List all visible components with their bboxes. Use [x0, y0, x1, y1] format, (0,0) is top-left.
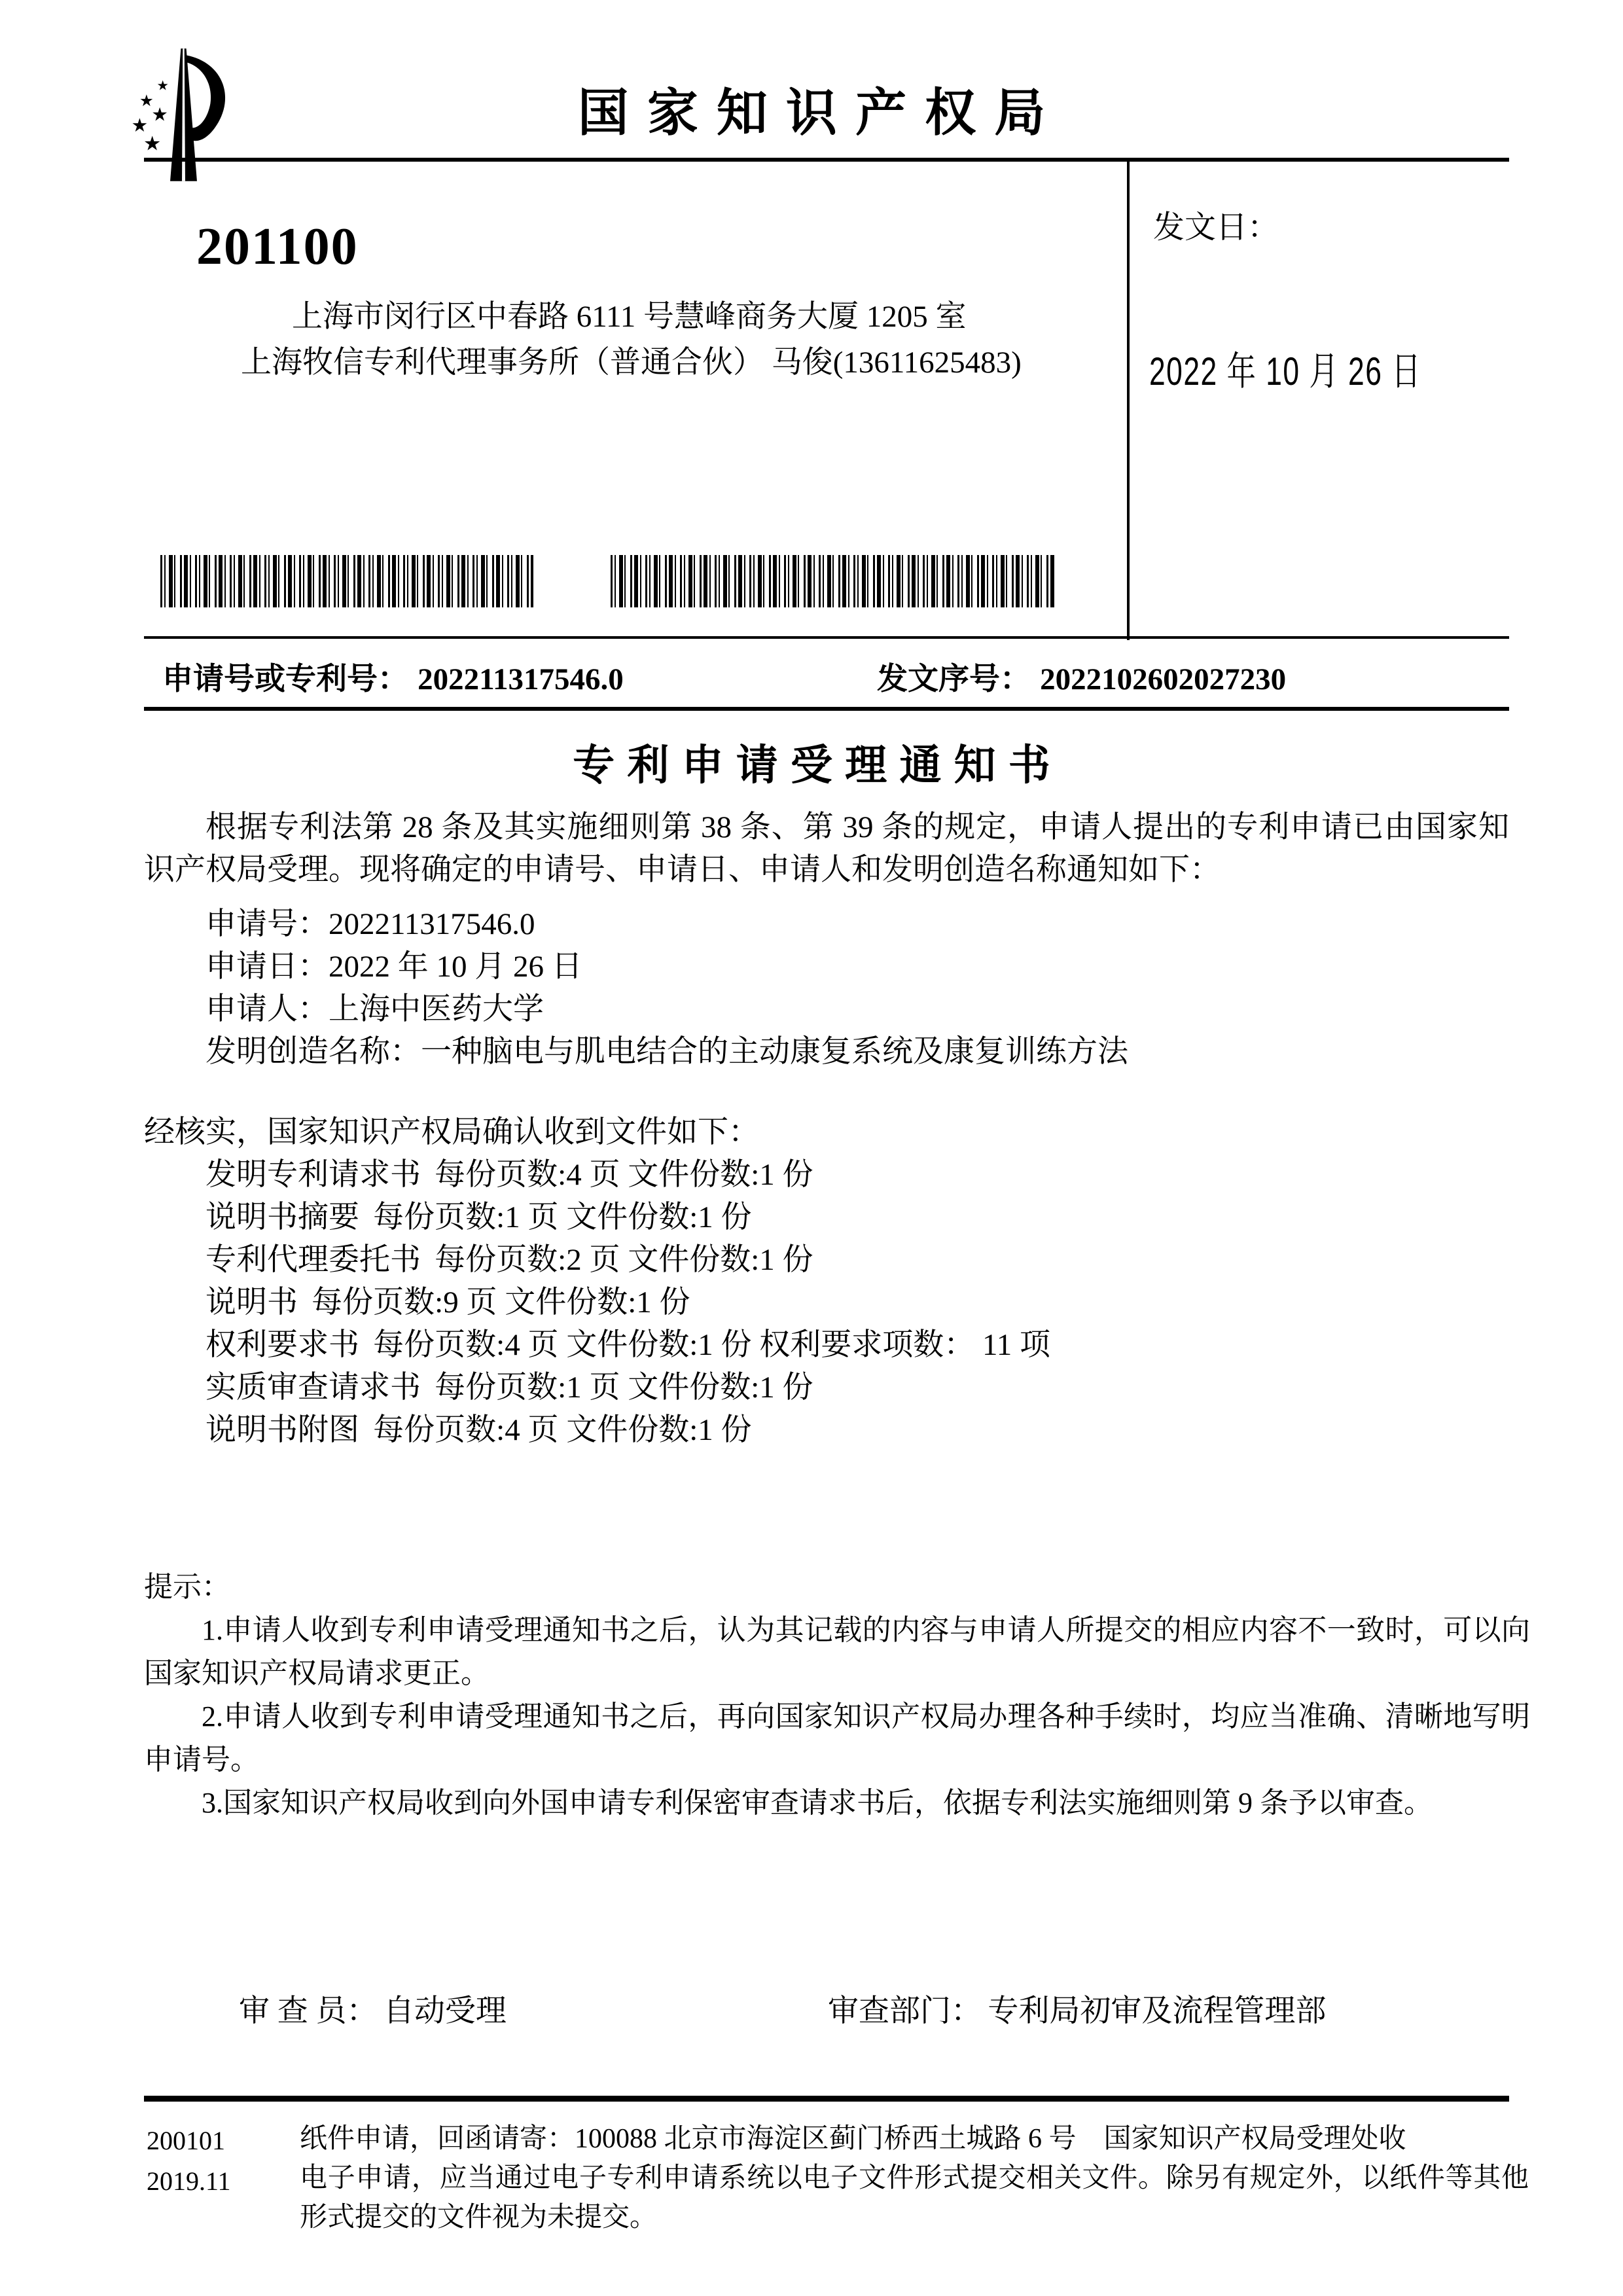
application-number-label: 申请号或专利号： [162, 662, 408, 696]
tips-section [144, 1566, 1530, 1825]
footer-paper-filing-note: 纸件申请，回函请寄：100088 北京市海淀区蓟门桥西土城路 6 号 国家知识产权局受理处收 [300, 2124, 1406, 2154]
field-value: 202211317546.0 [329, 907, 535, 941]
document-name: 权利要求书 [205, 1328, 359, 1362]
signature-row [0, 1986, 1623, 2032]
document-name: 说明书附图 [205, 1413, 359, 1447]
svg-text:★: ★ [156, 79, 169, 94]
received-documents-intro: 经核实，国家知识产权局确认收到文件如下： [144, 1115, 759, 1149]
notice-intro-paragraph: 根据专利法第 28 条及其实施细则第 38 条、第 39 条的规定，申请人提出的专利申请已由国家知识产权局受理。现将确定的申请号、申请日、申请人和发明创造名称通知如下： [144, 810, 1509, 887]
notice-title: 专利申请受理通知书 [573, 742, 1063, 789]
footer-electronic-filing-note: 电子申请，应当通过电子专利申请系统以电子文件形式提交相关文件。除另有规定外，以纸件等其他形式提交的文件视为未提交。 [300, 2163, 1529, 2233]
recipient-address: 上海市闵行区中春路 6111 号慧峰商务大厦 1205 室 [292, 300, 967, 334]
examiner-label: 审 查 员： [239, 1994, 378, 2028]
header-divider [144, 158, 1509, 162]
svg-text:★: ★ [143, 132, 162, 155]
examiner-value: 自动受理 [383, 1994, 507, 2028]
document-row [205, 1154, 1509, 1196]
dispatch-date-value: 2022 年 10 月 26 日 [1149, 350, 1422, 393]
department-label: 审查部门： [828, 1994, 982, 2028]
received-documents-section [144, 1111, 1509, 1452]
serial-number-label: 发文序号： [877, 662, 1031, 696]
document-name: 发明专利请求书 [205, 1158, 421, 1192]
document-row [205, 1409, 1509, 1452]
document-name: 专利代理委托书 [205, 1243, 421, 1277]
form-code-block [147, 2121, 231, 2202]
document-detail: 每份页数:4 页 文件份数:1 份 [435, 1158, 813, 1192]
examiner-field [239, 1986, 507, 2030]
document-detail: 每份页数:1 页 文件份数:1 份 [373, 1200, 752, 1234]
serial-number-value: 2022102602027230 [1040, 662, 1287, 696]
application-number-value: 202211317546.0 [418, 662, 624, 696]
form-date: 2019.11 [147, 2166, 231, 2196]
document-detail: 每份页数:1 页 文件份数:1 份 [435, 1371, 813, 1405]
department-field [828, 1986, 1326, 2030]
document-name: 说明书 [205, 1285, 298, 1319]
footer-instructions [300, 2119, 1529, 2237]
recipient-agency: 上海牧信专利代理事务所（普通合伙） 马俊(13611625483) [241, 346, 1022, 380]
document-row [205, 1367, 1509, 1409]
document-row [205, 1324, 1509, 1367]
document-detail: 每份页数:9 页 文件份数:1 份 [312, 1285, 690, 1319]
application-number-field [162, 655, 624, 698]
field-value: 2022 年 10 月 26 日 [329, 950, 582, 984]
barcode-application-number [160, 555, 533, 607]
dispatch-box-divider [1127, 158, 1130, 640]
field-label: 申请日： [205, 950, 329, 984]
recipient-postal-code: 201100 [196, 218, 359, 276]
document-detail: 每份页数:4 页 文件份数:1 份 [373, 1413, 752, 1447]
notice-body [144, 806, 1509, 1452]
svg-text:★: ★ [131, 115, 149, 137]
field-invention-title [205, 1031, 1509, 1073]
tips-heading: 提示： [144, 1571, 230, 1603]
field-applicant [205, 988, 1509, 1031]
document-row [205, 1239, 1509, 1282]
application-fields [144, 903, 1509, 1073]
document-detail: 每份页数:4 页 文件份数:1 份 权利要求项数： 11 项 [373, 1328, 1051, 1362]
field-application-date [205, 946, 1509, 988]
dispatch-date-label: 发文日： [1153, 210, 1279, 245]
document-row [205, 1196, 1509, 1239]
field-label: 发明创造名称： [205, 1035, 421, 1069]
tip-item-3: 3.国家知识产权局收到向外国申请专利保密审查请求书后，依据专利法实施细则第 9 条予以审查。 [202, 1787, 1433, 1819]
document-name: 实质审查请求书 [205, 1371, 421, 1405]
agency-title: 国家知识产权局 [577, 84, 1064, 141]
field-label: 申请号： [205, 907, 329, 941]
field-value: 一种脑电与肌电结合的主动康复系统及康复训练方法 [421, 1035, 1128, 1069]
field-application-number [205, 903, 1509, 946]
field-label: 申请人： [205, 992, 329, 1026]
barcode-serial-number [611, 555, 1054, 607]
tip-item-1: 1.申请人收到专利申请受理通知书之后，认为其记载的内容与申请人所提交的相应内容不一致时，可以向国家知识产权局请求更正。 [144, 1614, 1530, 1689]
document-name: 说明书摘要 [205, 1200, 359, 1234]
form-code: 200101 [147, 2126, 225, 2155]
document-row [205, 1282, 1509, 1324]
divider-below-id-row [144, 707, 1509, 711]
serial-number-field [877, 655, 1286, 698]
divider-above-id-row [144, 636, 1509, 639]
department-value: 专利局初审及流程管理部 [988, 1994, 1327, 2028]
field-value: 上海中医药大学 [329, 992, 544, 1026]
svg-text:★: ★ [151, 104, 169, 126]
svg-text:★: ★ [139, 92, 154, 111]
document-detail: 每份页数:2 页 文件份数:1 份 [435, 1243, 813, 1277]
footer-divider [144, 2096, 1509, 2102]
tip-item-2: 2.申请人收到专利申请受理通知书之后，再向国家知识产权局办理各种手续时，均应当准确、清晰地写明申请号。 [144, 1700, 1530, 1776]
